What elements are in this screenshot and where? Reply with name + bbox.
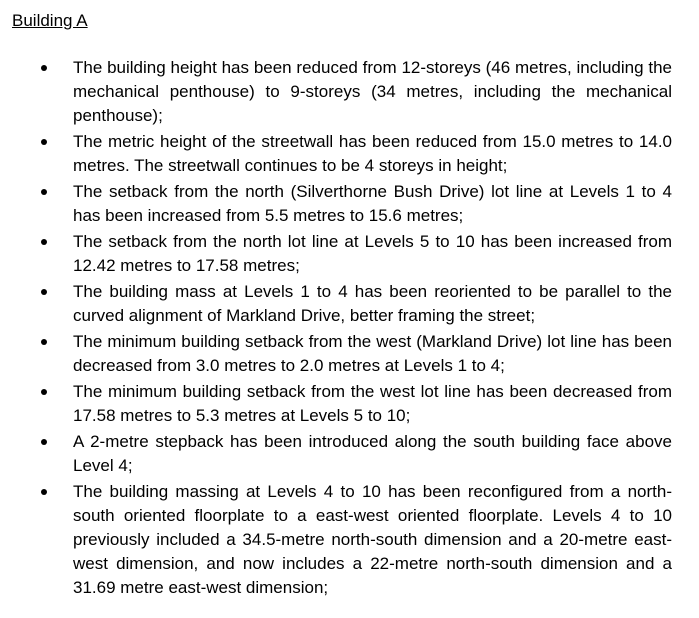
bullet-icon — [41, 189, 47, 195]
list-item-text: The building massing at Levels 4 to 10 has been reconfigured from a north-south oriented floorplate to a east-west oriented floorplate. Levels 4 to 10 previously included a 34.5-metre north-south dimension and a 20-metre east-west dimension, and now includes a 22-metre north-south dimension and a 31.69 metre east-west dimension; — [73, 482, 672, 597]
list-item — [0, 480, 699, 600]
list-item — [0, 180, 699, 228]
list-item — [0, 56, 699, 128]
change-list — [0, 56, 699, 602]
list-item-text: The metric height of the streetwall has been reduced from 15.0 metres to 14.0 metres. The streetwall continues to be 4 storeys in height; — [73, 132, 672, 175]
bullet-icon — [41, 339, 47, 345]
bullet-icon — [41, 389, 47, 395]
list-item — [0, 130, 699, 178]
list-item — [0, 430, 699, 478]
section-heading: Building A — [12, 11, 88, 30]
list-item-text: The minimum building setback from the west (Markland Drive) lot line has been decreased from 3.0 metres to 2.0 metres at Levels 1 to 4; — [73, 332, 672, 375]
bullet-icon — [41, 65, 47, 71]
bullet-icon — [41, 139, 47, 145]
list-item-text: The building height has been reduced from 12-storeys (46 metres, including the mechanical penthouse) to 9-storeys (34 metres, including the mechanical penthouse); — [73, 58, 672, 125]
list-item — [0, 230, 699, 278]
list-item — [0, 380, 699, 428]
list-item-text: A 2-metre stepback has been introduced along the south building face above Level 4; — [73, 432, 672, 475]
bullet-icon — [41, 489, 47, 495]
list-item-text: The minimum building setback from the west lot line has been decreased from 17.58 metres to 5.3 metres at Levels 5 to 10; — [73, 382, 672, 425]
bullet-icon — [41, 289, 47, 295]
list-item-text: The building mass at Levels 1 to 4 has been reoriented to be parallel to the curved alignment of Markland Drive, better framing the street; — [73, 282, 672, 325]
list-item — [0, 280, 699, 328]
bullet-icon — [41, 439, 47, 445]
list-item-text: The setback from the north lot line at Levels 5 to 10 has been increased from 12.42 metres to 17.58 metres; — [73, 232, 672, 275]
bullet-icon — [41, 239, 47, 245]
list-item — [0, 330, 699, 378]
list-item-text: The setback from the north (Silverthorne Bush Drive) lot line at Levels 1 to 4 has been increased from 5.5 metres to 15.6 metres; — [73, 182, 672, 225]
